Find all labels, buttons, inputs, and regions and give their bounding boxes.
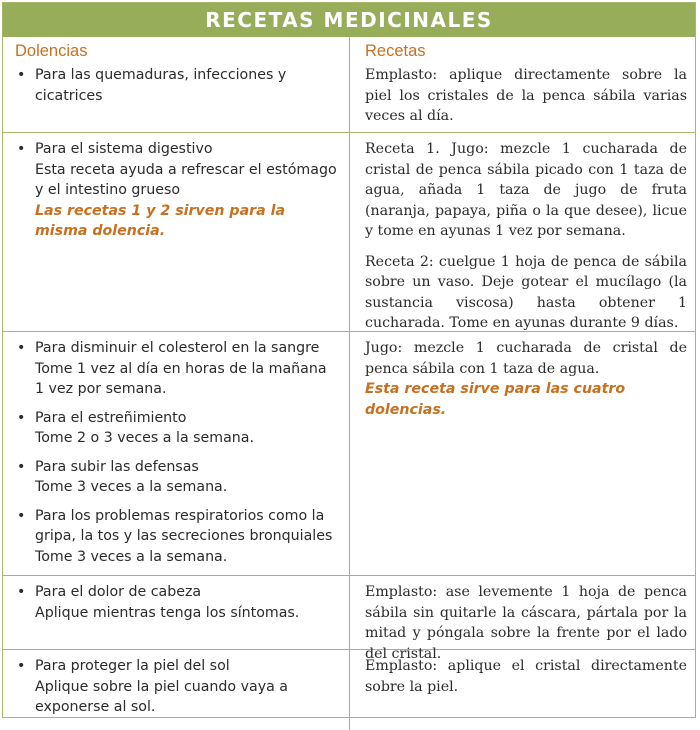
ailment-title: Para el sistema digestivo (35, 141, 213, 157)
bullet-icon: • (17, 658, 26, 674)
ailment-detail: Tome 2 o 3 veces a la semana. (35, 430, 254, 446)
ailment-detail: Esta receta ayuda a refrescar el estómago y el intestino grueso (35, 161, 337, 198)
bullet-icon: • (17, 340, 26, 356)
bullet-icon: • (17, 67, 26, 83)
ailment-item (15, 65, 339, 106)
right-cell (349, 37, 695, 132)
left-cell (3, 133, 349, 331)
header-row (3, 37, 695, 133)
bullet-icon: • (17, 409, 26, 426)
ailment-item (15, 408, 339, 449)
bullet-icon: • (17, 458, 26, 475)
ailment-detail: Tome 3 veces a la semana. (35, 479, 228, 495)
recipe-text: Emplasto: aplique el cristal directamente sobre la piel. (365, 658, 687, 695)
ailment-text: Para las quemaduras, infecciones y cicatrices (35, 67, 287, 104)
right-cell (349, 650, 695, 730)
ailment-item (15, 506, 339, 568)
ailment-detail: Aplique sobre la piel cuando vaya a exponerse al sol. (35, 678, 288, 715)
left-cell (3, 37, 349, 132)
ailment-note: Las recetas 1 y 2 sirven para la misma dolencia. (35, 202, 286, 239)
ailment-item (15, 457, 339, 498)
left-cell (3, 332, 349, 575)
column-header-recetas: Recetas (365, 42, 426, 60)
table-row (3, 576, 695, 662)
ailment-detail: Tome 3 veces a la semana. (35, 548, 228, 565)
ailment-title: Para subir las defensas (35, 458, 199, 475)
ailment-title: Para los problemas respiratorios como la gripa, la tos y las secreciones bronquiales (35, 507, 333, 544)
bullet-icon: • (17, 584, 26, 600)
ailment-item (15, 338, 339, 400)
column-header-dolencias: Dolencias (15, 42, 88, 60)
right-cell (349, 133, 695, 331)
ailment-title: Para el estreñimiento (35, 409, 187, 426)
recipe-text: Receta 1. Jugo: mezcle 1 cucharada de cristal de penca sábila picado con 1 taza de agua, añada 1 taza de jugo de fruta (naranja, papaya, piña o la que desee), licue y tome en ayunas 1 vez por semana. (365, 141, 687, 239)
recipe-note: Esta receta sirve para las cuatro dolencias. (365, 381, 626, 418)
recipe-text: Receta 2: cuelgue 1 hoja de penca de sábila sobre un vaso. Deje gotear el mucílago (la sustancia viscosa) hasta obtener 1 cucharada. Tome en ayunas durante 9 días. (365, 253, 687, 331)
ailment-item (15, 582, 339, 623)
ailment-title: Para proteger la piel del sol (35, 658, 230, 674)
table-body (3, 37, 695, 730)
ailment-title: Para disminuir el colesterol en la sangre (35, 340, 320, 356)
right-cell (349, 332, 695, 575)
right-cell (349, 576, 695, 662)
ailment-title: Para el dolor de cabeza (35, 584, 202, 600)
table-row (3, 332, 695, 576)
recipe-text: Emplasto: aplique directamente sobre la piel los cristales de la penca sábila varias veces al día. (365, 67, 687, 124)
recipe-text: Emplasto: ase levemente 1 hoja de penca sábila sin quitarle la cáscara, pártala por la mitad y póngala sobre la frente por el lado del cristal. (365, 584, 687, 662)
bullet-icon: • (17, 507, 26, 524)
ailment-item (15, 139, 339, 242)
recipes-table (2, 2, 696, 718)
table-row (3, 650, 695, 730)
ailment-detail: Aplique mientras tenga los síntomas. (35, 604, 300, 621)
table-title: RECETAS MEDICINALES (3, 3, 695, 37)
ailment-detail: Tome 1 vez al día en horas de la mañana 1 vez por semana. (35, 360, 327, 397)
table-row (3, 133, 695, 332)
ailment-item (15, 656, 339, 718)
recipe-text: Jugo: mezcle 1 cucharada de cristal de penca sábila con 1 taza de agua. (365, 340, 687, 377)
left-cell (3, 650, 349, 730)
left-cell (3, 576, 349, 649)
bullet-icon: • (17, 141, 26, 157)
